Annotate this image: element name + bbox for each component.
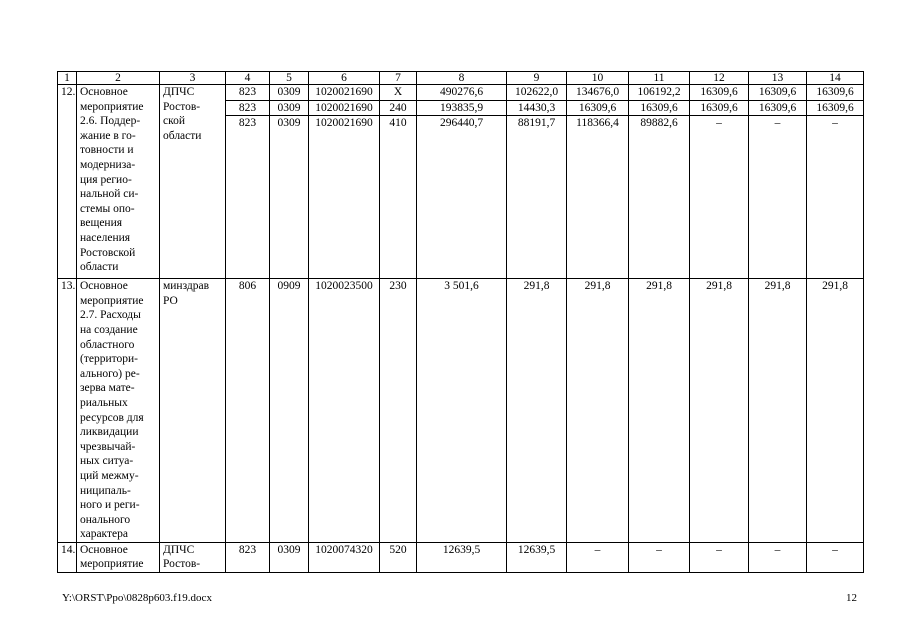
cell-vr: 410 [380, 116, 417, 279]
cell-grbs: 823 [226, 85, 270, 101]
col-number: 1 [58, 72, 77, 85]
cell-total: 490276,6 [417, 85, 507, 101]
cell-year: 88191,7 [507, 116, 567, 279]
cell-year: 16309,6 [807, 85, 864, 101]
cell-year: 291,8 [507, 279, 567, 543]
cell-year: – [749, 116, 807, 279]
cell-year: – [690, 116, 749, 279]
col-number: 8 [417, 72, 507, 85]
cell-year: 134676,0 [567, 85, 629, 101]
cell-year: – [567, 542, 629, 572]
table-row-12-sub-1 [58, 85, 864, 101]
cell-rzpr: 0309 [270, 542, 309, 572]
cell-year: 89882,6 [629, 116, 690, 279]
col-number: 10 [567, 72, 629, 85]
row-number: 14. [58, 542, 77, 572]
cell-year: – [629, 542, 690, 572]
cell-total: 193835,9 [417, 100, 507, 116]
measure-name: Основное мероприятие [77, 542, 160, 572]
cell-grbs: 823 [226, 116, 270, 279]
cell-year: 16309,6 [807, 100, 864, 116]
col-number: 13 [749, 72, 807, 85]
col-number: 3 [160, 72, 226, 85]
col-number: 7 [380, 72, 417, 85]
col-number: 4 [226, 72, 270, 85]
measure-name: Основное мероприятие 2.6. Поддер- жание в го- товности и модерниза- ция регио- нальной си- стемы опо- вещения населения Ростовской области [77, 85, 160, 279]
cell-rzpr: 0909 [270, 279, 309, 543]
cell-year: – [690, 542, 749, 572]
cell-csr: 1020021690 [309, 116, 380, 279]
budget-table [57, 71, 864, 573]
cell-csr: 1020074320 [309, 542, 380, 572]
cell-vr: 230 [380, 279, 417, 543]
cell-year: 291,8 [690, 279, 749, 543]
cell-year: – [807, 542, 864, 572]
cell-year: – [749, 542, 807, 572]
cell-year: 16309,6 [749, 85, 807, 101]
cell-year: 16309,6 [690, 85, 749, 101]
footer-page-number: 12 [846, 592, 857, 604]
cell-year: 16309,6 [690, 100, 749, 116]
cell-year: 291,8 [807, 279, 864, 543]
cell-grbs: 823 [226, 542, 270, 572]
col-number: 11 [629, 72, 690, 85]
cell-year: 291,8 [567, 279, 629, 543]
cell-year: 102622,0 [507, 85, 567, 101]
col-number: 9 [507, 72, 567, 85]
cell-year: 291,8 [749, 279, 807, 543]
col-number: 14 [807, 72, 864, 85]
cell-csr: 1020021690 [309, 85, 380, 101]
table-row-13 [58, 279, 864, 543]
footer-file-path: Y:\ORST\Ppo\0828p603.f19.docx [62, 592, 212, 604]
cell-year: – [807, 116, 864, 279]
col-number: 12 [690, 72, 749, 85]
cell-rzpr: 0309 [270, 85, 309, 101]
budget-table-page [57, 71, 863, 573]
cell-rzpr: 0309 [270, 116, 309, 279]
col-number: 2 [77, 72, 160, 85]
cell-vr: Х [380, 85, 417, 101]
cell-year: 16309,6 [629, 100, 690, 116]
cell-year: 16309,6 [749, 100, 807, 116]
cell-year: 14430,3 [507, 100, 567, 116]
col-number: 6 [309, 72, 380, 85]
cell-csr: 1020021690 [309, 100, 380, 116]
cell-year: 118366,4 [567, 116, 629, 279]
cell-rzpr: 0309 [270, 100, 309, 116]
cell-total: 296440,7 [417, 116, 507, 279]
cell-vr: 240 [380, 100, 417, 116]
cell-vr: 520 [380, 542, 417, 572]
row-number: 13. [58, 279, 77, 543]
cell-csr: 1020023500 [309, 279, 380, 543]
cell-total: 12639,5 [417, 542, 507, 572]
measure-name: Основное мероприятие 2.7. Расходы на создание областного (территори- ального) ре- зерва мате- риальных ресурсов для ликвидации чрезвычай- ных ситуа- ций межму- ниципаль- ного и реги- онального характера [77, 279, 160, 543]
cell-grbs: 806 [226, 279, 270, 543]
cell-year: 16309,6 [567, 100, 629, 116]
column-number-row [58, 72, 864, 85]
cell-year: 291,8 [629, 279, 690, 543]
cell-grbs: 823 [226, 100, 270, 116]
cell-total: 3 501,6 [417, 279, 507, 543]
row-number: 12. [58, 85, 77, 279]
executor: минздрав РО [160, 279, 226, 543]
cell-year: 12639,5 [507, 542, 567, 572]
cell-year: 106192,2 [629, 85, 690, 101]
col-number: 5 [270, 72, 309, 85]
executor: ДПЧС Ростов- [160, 542, 226, 572]
table-row-14 [58, 542, 864, 572]
executor: ДПЧС Ростов- ской области [160, 85, 226, 279]
